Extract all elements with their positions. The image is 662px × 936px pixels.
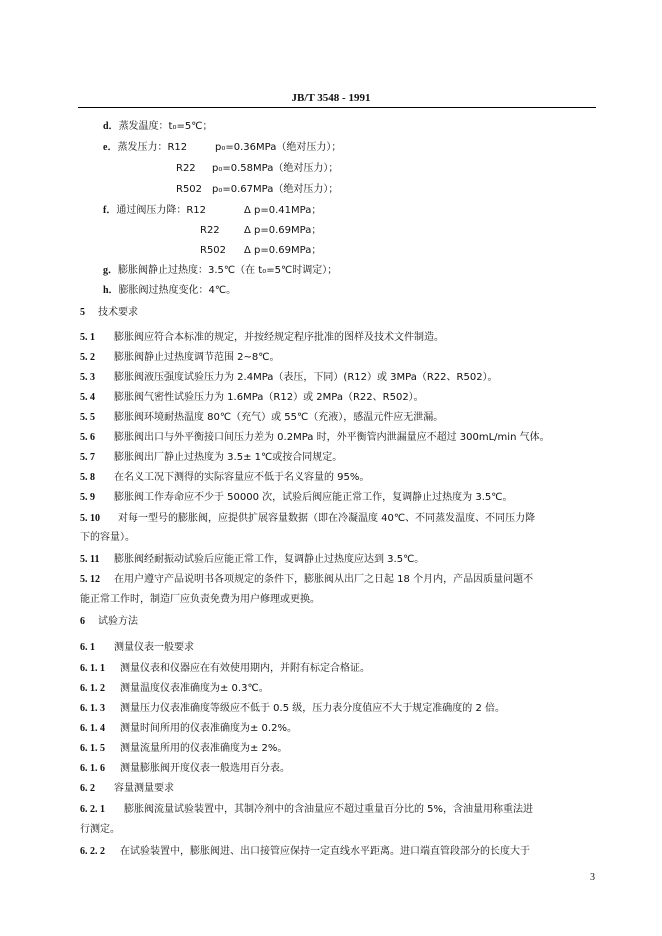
refrigerant: R502 (200, 245, 227, 256)
clause-5-1 (80, 331, 444, 345)
clause-text: 在用户遵守产品说明书各项规定的条件下，膨胀阀从出厂之日起 18 个月内，产品因质量问题不 (114, 574, 534, 585)
clause-text: 膨胀阀出口与外平衡接口间压力差为 0.2MPa 时，外平衡管内泄漏量应不超过 300mL/min 气体。 (114, 432, 550, 443)
clause-5-4 (80, 391, 424, 405)
refrigerant: R22 (176, 163, 196, 174)
clause-5-7 (80, 451, 342, 465)
clause-5-10-continued: 下的容量）。 (80, 532, 135, 543)
clause-5-3 (80, 371, 498, 385)
clause-text: 测量流量所用的仪表准确度为± 2%。 (120, 743, 288, 754)
clause-number: 5. 1 (80, 332, 95, 343)
clause-text: 对每一型号的膨胀阀，应提供扩展容量数据（即在冷凝温度 40℃、不同蒸发温度、不同压力降 (118, 513, 536, 524)
subsection-title: 测量仪表一般要求 (114, 642, 194, 653)
clause-5-11 (80, 553, 424, 567)
clause-text: 测量仪表和仪器应在有效使用期内，并附有标定合格证。 (120, 663, 370, 674)
condition-text: 膨胀阀过热度变化：4℃。 (118, 285, 237, 296)
clause-text: 膨胀阀静止过热度调节范围 2~8℃。 (114, 352, 280, 363)
clause-6-1-5 (80, 742, 287, 756)
section-number: 5 (80, 307, 85, 318)
clause-text: 膨胀阀环境耐热温度 80℃（充气）或 55℃（充液），感温元件应无泄漏。 (114, 412, 444, 423)
condition-value: p₀=0.67MPa（绝对压力）； (212, 184, 339, 195)
clause-5-12-continued: 能正常工作时，制造厂应负责免费为用户修理或更换。 (80, 594, 320, 605)
condition-value: p₀=0.36MPa（绝对压力）； (215, 142, 342, 153)
clause-text: 测量压力仪表准确度等级应不低于 0.5 级，压力表分度值应不大于规定准确度的 2 倍。 (120, 703, 505, 714)
condition-text: 膨胀阀静止过热度：3.5℃（在 t₀=5℃时调定）； (118, 265, 338, 276)
clause-text: 在名义工况下测得的实际容量应不低于名义容量的 95%。 (114, 472, 370, 483)
clause-number: 5. 11 (80, 554, 100, 565)
clause-5-9 (80, 491, 512, 505)
subsection-6-2 (80, 782, 174, 796)
clause-6-1-2 (80, 682, 269, 696)
condition-letter: h． (103, 285, 119, 296)
refrigerant: R22 (200, 225, 220, 236)
condition-letter: d． (103, 121, 119, 132)
condition-text: 蒸发温度：t₀=5℃； (118, 121, 213, 132)
clause-text: 测量膨胀阀开度仪表一般选用百分表。 (120, 763, 290, 774)
condition-letter: f． (103, 205, 117, 216)
clause-number: 5. 4 (80, 392, 95, 403)
subsection-title: 容量测量要求 (114, 783, 174, 794)
page-number: 3 (590, 872, 595, 883)
condition-prefix: 蒸发压力： (117, 142, 168, 153)
condition-value: Δ p=0.41MPa； (244, 205, 322, 216)
condition-h (103, 284, 236, 298)
clause-number: 6. 2 (80, 783, 95, 794)
clause-6-2-1 (80, 803, 533, 817)
section-5-heading (80, 306, 138, 320)
clause-6-1-1 (80, 662, 370, 676)
subsection-6-1 (80, 641, 194, 655)
condition-d (103, 120, 212, 134)
clause-5-5 (80, 411, 443, 425)
clause-text: 膨胀阀液压强度试验压力为 2.4MPa（表压，下同）(R12）或 3MPa（R22、R502）。 (114, 372, 498, 383)
clause-number: 6. 1. 1 (80, 663, 105, 674)
document-code: JB/T 3548 - 1991 (291, 92, 371, 104)
clause-number: 5. 5 (80, 412, 95, 423)
clause-6-1-4 (80, 722, 297, 736)
clause-5-6 (80, 431, 550, 445)
clause-number: 6. 1. 6 (80, 763, 105, 774)
clause-text: 膨胀阀气密性试验压力为 1.6MPa（R12）或 2MPa（R22、R502）。 (114, 392, 424, 403)
condition-value: Δ p=0.69MPa； (244, 245, 322, 256)
clause-text: 膨胀阀应符合本标准的规定，并按经规定程序批准的图样及技术文件制造。 (114, 332, 444, 343)
clause-5-12 (80, 573, 533, 587)
section-title: 技术要求 (98, 307, 138, 318)
section-number: 6 (80, 616, 85, 627)
condition-prefix: 通过阀压力降： (116, 205, 187, 216)
condition-letter: g． (103, 265, 118, 276)
condition-value: Δ p=0.69MPa； (244, 225, 322, 236)
clause-text: 膨胀阀工作寿命应不少于 50000 次，试验后阀应能正常工作，复调静止过热度为 3.5℃。 (114, 492, 513, 503)
condition-value: p₀=0.58MPa（绝对压力）； (212, 163, 339, 174)
section-title: 试验方法 (98, 616, 138, 627)
refrigerant: R502 (176, 184, 203, 195)
clause-text: 膨胀阀经耐振动试验后应能正常工作，复调静止过热度应达到 3.5℃。 (114, 554, 425, 565)
clause-number: 5. 8 (80, 472, 95, 483)
clause-text: 膨胀阀流量试验装置中，其制冷剂中的含油量应不超过重量百分比的 5%，含油量用称重法进 (124, 804, 534, 815)
clause-6-2-1-continued: 行测定。 (80, 824, 120, 835)
clause-5-8 (80, 471, 369, 485)
refrigerant: R12 (167, 142, 188, 153)
clause-number: 5. 12 (80, 574, 100, 585)
clause-text: 膨胀阀出厂静止过热度为 3.5± 1℃或按合同规定。 (114, 452, 343, 463)
clause-text: 在试验装置中，膨胀阀进、出口接管应保持一定直线水平距离。进口端直管段部分的长度大于 (120, 846, 530, 857)
clause-number: 6. 1. 4 (80, 723, 105, 734)
clause-number: 5. 2 (80, 352, 95, 363)
clause-number: 6. 1 (80, 642, 95, 653)
condition-letter: e． (103, 142, 118, 153)
clause-5-10 (80, 512, 535, 526)
condition-e (103, 141, 187, 155)
refrigerant: R12 (186, 205, 207, 216)
clause-6-1-3 (80, 702, 505, 716)
clause-number: 6. 1. 2 (80, 683, 105, 694)
clause-number: 6. 1. 5 (80, 743, 105, 754)
clause-number: 5. 3 (80, 372, 95, 383)
clause-5-2 (80, 351, 280, 365)
clause-number: 5. 10 (80, 513, 100, 524)
clause-number: 5. 6 (80, 432, 95, 443)
clause-number: 6. 2. 2 (80, 846, 105, 857)
condition-f (103, 204, 206, 218)
condition-g (103, 264, 337, 278)
section-6-heading (80, 615, 138, 629)
clause-number: 6. 2. 1 (80, 804, 105, 815)
clause-number: 6. 1. 3 (80, 703, 105, 714)
clause-number: 5. 9 (80, 492, 95, 503)
clause-6-1-6 (80, 762, 290, 776)
clause-text: 测量时间所用的仪表准确度为± 0.2%。 (120, 723, 297, 734)
clause-6-2-2 (80, 845, 530, 859)
clause-text: 测量温度仪表准确度为± 0.3℃。 (120, 683, 269, 694)
clause-number: 5. 7 (80, 452, 95, 463)
header-rule (78, 107, 596, 108)
